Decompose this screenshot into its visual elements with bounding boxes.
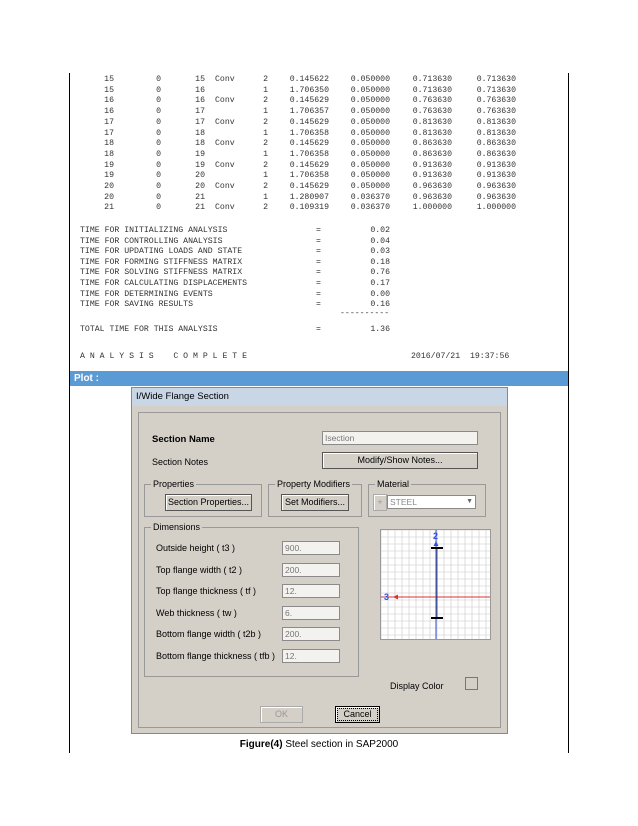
table-cell: 0.913630 <box>476 171 516 181</box>
section-name-input[interactable]: Isection <box>322 431 478 445</box>
total-time-label: TOTAL TIME FOR THIS ANALYSIS <box>80 325 218 335</box>
axis-3-arrow-icon <box>393 595 398 600</box>
table-cell: 0.763630 <box>412 107 452 117</box>
set-modifiers-button[interactable]: Set Modifiers... <box>281 494 349 511</box>
table-cell: 1 <box>263 192 268 202</box>
table-cell: 0 <box>156 139 161 149</box>
dimension-label: Bottom flange width ( t2b ) <box>156 629 262 640</box>
table-cell: 1 <box>263 128 268 138</box>
table-cell: 1.706358 <box>289 171 329 181</box>
analysis-complete-text: A N A L Y S I S C O M P L E T E <box>80 352 248 361</box>
table-cell: 0.109319 <box>289 203 329 213</box>
material-group-title: Material <box>377 479 410 489</box>
table-cell: 0 <box>156 149 161 159</box>
table-cell: 0 <box>156 192 161 202</box>
dimensions-group-title: Dimensions <box>153 522 201 532</box>
properties-group-title: Properties <box>153 479 195 489</box>
timing-value: 0.76 <box>370 268 390 278</box>
table-cell: 0.713630 <box>412 85 452 95</box>
table-cell: 16 <box>195 85 205 95</box>
display-color-swatch[interactable] <box>465 677 478 690</box>
table-cell: 15 <box>104 85 114 95</box>
timing-equals: = <box>316 226 321 235</box>
property-modifiers-group-title: Property Modifiers <box>277 479 351 489</box>
section-properties-button[interactable]: Section Properties... <box>165 494 252 511</box>
timing-value: 0.17 <box>370 279 390 288</box>
axis-2-label: 2 <box>433 531 439 541</box>
table-cell: 0.913630 <box>412 160 452 170</box>
table-cell: 1 <box>263 107 268 117</box>
table-cell: 0 <box>156 117 161 127</box>
table-cell: 1 <box>263 171 268 181</box>
timing-equals: = <box>316 268 321 278</box>
dimension-label: Web thickness ( tw ) <box>156 607 237 618</box>
table-cell: 0 <box>156 128 161 138</box>
table-cell: 0.050000 <box>350 107 390 117</box>
dimension-input[interactable]: 900. <box>282 541 340 555</box>
table-cell: 18 <box>104 139 114 149</box>
display-color-label: Display Color <box>390 681 444 691</box>
dimension-input[interactable]: 6. <box>282 606 340 620</box>
table-cell: 1.706358 <box>289 128 329 138</box>
table-cell: 0 <box>156 160 161 170</box>
table-cell: 1.000000 <box>476 203 516 213</box>
table-cell: 15 <box>195 75 205 84</box>
timing-value: 0.16 <box>370 300 390 310</box>
table-cell: 15 <box>104 75 114 84</box>
timing-label: TIME FOR CONTROLLING ANALYSIS <box>80 236 223 246</box>
table-cell: 0.050000 <box>350 160 390 170</box>
table-cell: 1 <box>263 149 268 159</box>
cancel-button[interactable]: Cancel <box>335 706 380 723</box>
table-cell: 2 <box>263 117 268 127</box>
timing-label: TIME FOR UPDATING LOADS AND STATE <box>80 247 243 257</box>
table-cell: 17 <box>195 117 205 127</box>
table-cell: 16 <box>104 96 114 106</box>
table-cell: 19 <box>104 171 114 181</box>
timing-label: TIME FOR SAVING RESULTS <box>80 300 194 310</box>
dialog-title: I/Wide Flange Section <box>132 388 507 406</box>
timing-equals: = <box>316 300 321 310</box>
table-cell: 20 <box>104 182 114 191</box>
dimension-input[interactable]: 12. <box>282 584 340 598</box>
table-cell: 0.963630 <box>412 182 452 191</box>
table-cell: 0.145629 <box>289 160 329 170</box>
table-cell: 0 <box>156 107 161 117</box>
figure-caption-text: Steel section in SAP2000 <box>282 739 399 750</box>
table-cell: 19 <box>104 160 114 170</box>
table-cell: 0.963630 <box>476 182 516 191</box>
table-cell: 20 <box>195 182 205 191</box>
table-cell: 0.813630 <box>412 117 452 127</box>
timing-value: 0.18 <box>370 257 390 267</box>
table-cell: 16 <box>104 107 114 117</box>
table-cell: 19 <box>195 160 205 170</box>
dimension-label: Bottom flange thickness ( tfb ) <box>156 651 276 661</box>
dimension-label: Outside height ( t3 ) <box>156 543 236 553</box>
table-cell: 16 <box>195 96 205 106</box>
table-cell: 20 <box>104 192 114 202</box>
plot-heading: Plot : <box>70 371 568 386</box>
table-cell: 1.706357 <box>289 107 329 117</box>
table-cell: Conv <box>215 182 235 191</box>
table-cell: 20 <box>195 171 205 181</box>
section-dialog <box>131 387 508 734</box>
timing-equals: = <box>316 257 321 267</box>
page-border-right <box>568 73 569 753</box>
timing-label: TIME FOR DETERMINING EVENTS <box>80 289 213 299</box>
table-cell: 0.863630 <box>412 149 452 159</box>
table-cell: 0.763630 <box>476 107 516 117</box>
timing-value: 0.02 <box>370 226 390 235</box>
timing-label: TIME FOR INITIALIZING ANALYSIS <box>80 226 228 235</box>
timing-equals: = <box>316 279 321 288</box>
timing-label: TIME FOR CALCULATING DISPLACEMENTS <box>80 279 248 288</box>
table-cell: 0.813630 <box>412 128 452 138</box>
dimension-input[interactable]: 12. <box>282 649 340 663</box>
table-cell: 0.050000 <box>350 128 390 138</box>
table-cell: 0.713630 <box>412 75 452 84</box>
table-cell: 0.145629 <box>289 117 329 127</box>
dimension-label: Top flange width ( t2 ) <box>156 564 243 575</box>
section-preview-grid <box>380 529 491 640</box>
material-select-value: STEEL <box>390 497 417 507</box>
table-cell: 0.863630 <box>412 139 452 149</box>
dialog-inner-panel <box>138 412 501 728</box>
table-cell: 0.145629 <box>289 139 329 149</box>
axis-2-arrow-icon <box>434 541 439 546</box>
table-cell: 2 <box>263 139 268 149</box>
timing-equals: = <box>316 247 321 257</box>
dimension-input[interactable]: 200. <box>282 563 340 577</box>
table-cell: 0.050000 <box>350 139 390 149</box>
table-cell: 0.813630 <box>476 117 516 127</box>
section-notes-label: Section Notes <box>152 457 209 467</box>
table-cell: 0.050000 <box>350 182 390 191</box>
table-cell: 0.050000 <box>350 149 390 159</box>
table-cell: 0.036370 <box>350 203 390 213</box>
analysis-datetime: 2016/07/21 19:37:56 <box>411 352 510 361</box>
table-cell: 0 <box>156 182 161 191</box>
properties-group <box>144 479 262 517</box>
table-cell: 17 <box>104 128 114 138</box>
total-time-equals: = <box>316 325 321 335</box>
timing-equals: = <box>316 236 321 246</box>
table-cell: Conv <box>215 75 235 84</box>
table-cell: 0.050000 <box>350 75 390 84</box>
axis-3-label: 3 <box>384 592 390 602</box>
timing-value: 0.00 <box>370 289 390 299</box>
table-cell: Conv <box>215 96 235 106</box>
table-cell: Conv <box>215 117 235 127</box>
section-preview-svg <box>381 530 490 639</box>
dimension-input[interactable]: 200. <box>282 627 340 641</box>
table-cell: 18 <box>104 149 114 159</box>
timing-separator: ---------- <box>340 308 390 318</box>
table-cell: 0.050000 <box>350 96 390 106</box>
table-cell: 21 <box>104 203 114 213</box>
figure-caption <box>0 739 638 750</box>
table-cell: 0.050000 <box>350 171 390 181</box>
table-cell: 0.145629 <box>289 96 329 106</box>
chevron-down-icon: ▼ <box>466 498 473 505</box>
table-cell: 2 <box>263 203 268 213</box>
timing-value: 0.04 <box>370 236 390 246</box>
table-cell: 0.050000 <box>350 117 390 127</box>
table-cell: 0.913630 <box>412 171 452 181</box>
table-cell: 1.280907 <box>289 192 329 202</box>
table-cell: 0 <box>156 75 161 84</box>
modify-notes-button[interactable]: Modify/Show Notes... <box>322 452 478 469</box>
figure-caption-number: Figure(4) <box>239 739 283 750</box>
dimension-label: Top flange thickness ( tf ) <box>156 586 257 597</box>
table-cell: 1.706358 <box>289 149 329 159</box>
timing-value: 0.03 <box>370 247 390 257</box>
table-cell: 18 <box>195 139 205 149</box>
table-cell: 19 <box>195 149 205 159</box>
table-cell: 2 <box>263 182 268 191</box>
table-cell: 21 <box>195 203 205 213</box>
ok-button[interactable]: OK <box>260 706 303 723</box>
table-cell: 0.050000 <box>350 85 390 95</box>
table-cell: 1.000000 <box>412 203 452 213</box>
table-cell: 0.863630 <box>476 149 516 159</box>
table-cell: 0 <box>156 85 161 95</box>
table-cell: 18 <box>195 128 205 138</box>
section-name-label: Section Name <box>152 434 215 445</box>
property-modifiers-group <box>268 479 362 517</box>
table-cell: 17 <box>195 107 205 117</box>
table-cell: 0.913630 <box>476 160 516 170</box>
table-cell: 0.763630 <box>476 96 516 106</box>
table-cell: 21 <box>195 192 205 202</box>
table-cell: 17 <box>104 117 114 127</box>
table-cell: 0.813630 <box>476 128 516 138</box>
dimensions-group <box>144 522 359 677</box>
table-cell: 0.145622 <box>289 75 329 84</box>
table-cell: 2 <box>263 160 268 170</box>
table-cell: 0.963630 <box>412 192 452 202</box>
table-cell: Conv <box>215 139 235 149</box>
table-cell: 0 <box>156 96 161 106</box>
material-add-button[interactable]: + <box>373 494 387 511</box>
table-cell: 0.963630 <box>476 192 516 202</box>
total-time-value: 1.36 <box>370 325 390 335</box>
timing-label: TIME FOR FORMING STIFFNESS MATRIX <box>80 257 243 267</box>
table-cell: 2 <box>263 96 268 106</box>
timing-equals: = <box>316 289 321 299</box>
timing-label: TIME FOR SOLVING STIFFNESS MATRIX <box>80 268 243 278</box>
table-cell: 0.145629 <box>289 182 329 191</box>
table-cell: 0 <box>156 171 161 181</box>
table-cell: Conv <box>215 203 235 213</box>
table-cell: 1 <box>263 85 268 95</box>
table-cell: 2 <box>263 75 268 84</box>
table-cell: 0.763630 <box>412 96 452 106</box>
table-cell: 0.713630 <box>476 75 516 84</box>
table-cell: 0.036370 <box>350 192 390 202</box>
material-group <box>368 479 486 517</box>
table-cell: 0 <box>156 203 161 213</box>
table-cell: 1.706350 <box>289 85 329 95</box>
material-select[interactable] <box>387 495 476 509</box>
table-cell: 0.863630 <box>476 139 516 149</box>
table-cell: Conv <box>215 160 235 170</box>
table-cell: 0.713630 <box>476 85 516 95</box>
